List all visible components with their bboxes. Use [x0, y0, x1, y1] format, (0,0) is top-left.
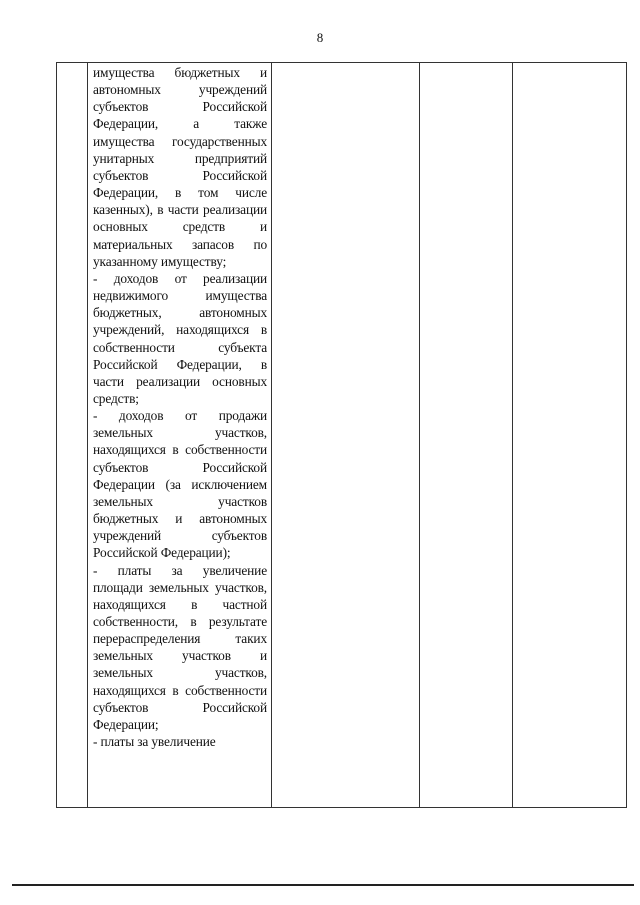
table-cell-number [57, 63, 88, 808]
table-row [57, 63, 627, 808]
table-cell-empty [272, 63, 420, 808]
description-text [88, 63, 271, 750]
paragraph: - платы за увеличение [93, 734, 216, 750]
paragraph: - платы за увеличение площади земельных участков, находящихся в частной собственности, в результате перераспределения таких земельных участков и земельных участков, находящихся в собственности субъектов Российской Федерации; [93, 562, 267, 732]
table-cell-description [88, 63, 272, 808]
table-cell-empty [420, 63, 513, 808]
document-table [56, 62, 627, 808]
footer-rule [12, 884, 634, 886]
table-cell-empty [513, 63, 627, 808]
paragraph: - доходов от продажи земельных участков, находящихся в собственности субъектов Российской Федерации (за исключением земельных участков бюджетных и автономных учреждений субъектов Российской Федерации); [93, 408, 267, 561]
paragraph: - доходов от реализации недвижимого имущества бюджетных, автономных учреждений, находящихся в собственности субъекта Российской Федерации, в части реализации основных средств; [93, 270, 267, 406]
paragraph: имущества бюджетных и автономных учреждений субъектов Российской Федерации, а также имущества государственных унитарных предприятий субъектов Российской Федерации, в том числе казенных), в части реализации основных средств и материальных запасов по указанному имуществу; [93, 65, 267, 269]
page-number: 8 [316, 30, 324, 45]
